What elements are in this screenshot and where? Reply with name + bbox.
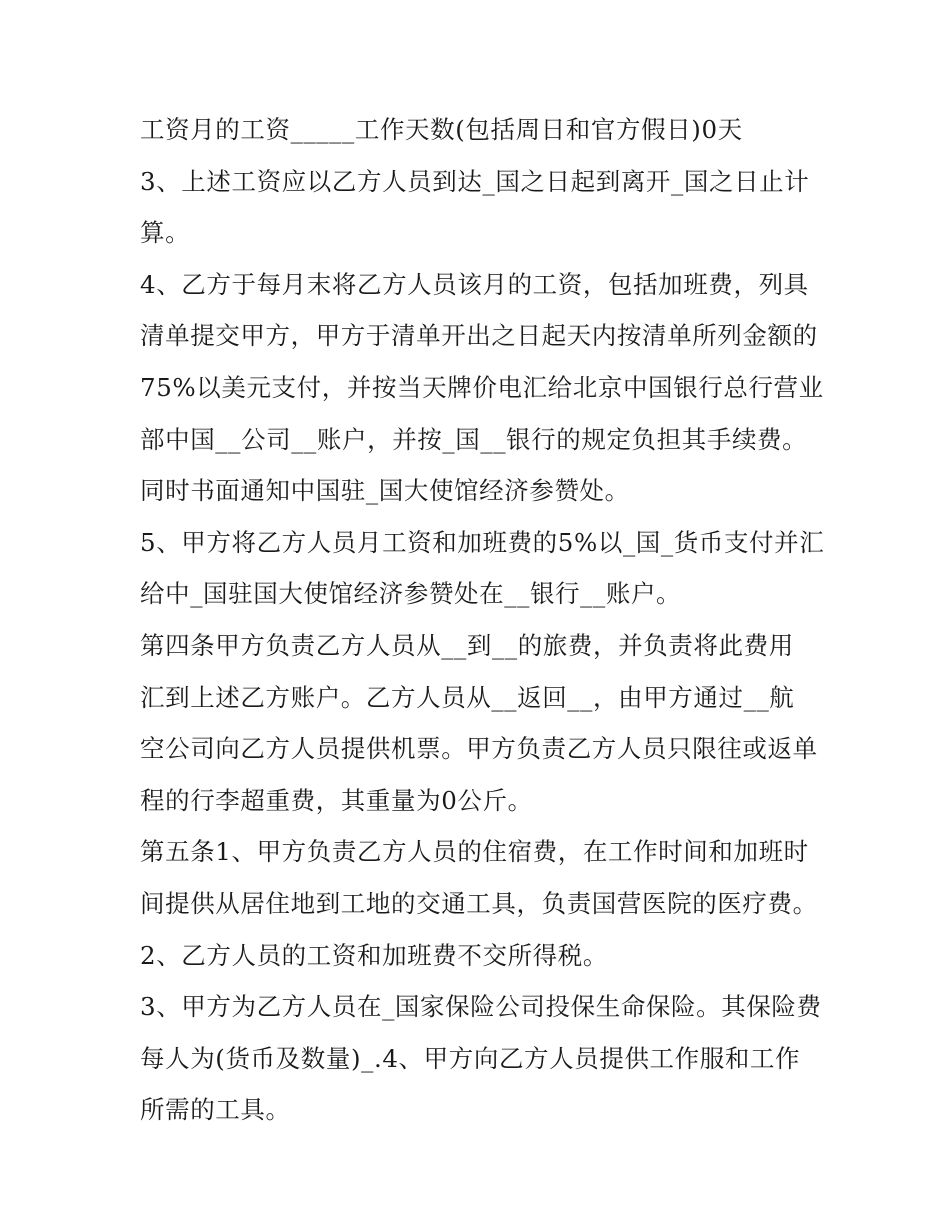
text-line: 清单提交甲方，甲方于清单开出之日起天内按清单所列金额的 <box>140 321 818 351</box>
text-line: 3、甲方为乙方人员在_国家保险公司投保生命保险。其保险费 <box>140 992 822 1022</box>
text-line: 每人为(货币及数量)_.4、甲方向乙方人员提供工作服和工作 <box>140 1043 801 1073</box>
text-line: 给中_国驻国大使馆经济参赞处在__银行__账户。 <box>140 579 682 609</box>
text-line: 5、甲方将乙方人员月工资和加班费的5%以_国_货币支付并汇 <box>140 527 825 557</box>
text-line: 间提供从居住地到工地的交通工具，负责国营医院的医疗费。 <box>140 888 818 918</box>
text-line: 程的行李超重费，其重量为0公斤。 <box>140 785 533 815</box>
text-line: 所需的工具。 <box>140 1095 291 1125</box>
text-line: 3、上述工资应以乙方人员到达_国之日起到离开_国之日止计 <box>140 166 810 196</box>
text-line: 汇到上述乙方账户。乙方人员从__返回__，由甲方通过__航 <box>140 682 795 712</box>
text-line: 部中国__公司__账户，并按_国__银行的规定负担其手续费。 <box>140 424 808 454</box>
text-line: 同时书面通知中国驻_国大使馆经济参赞处。 <box>140 476 630 506</box>
document-body <box>140 104 830 1136</box>
text-line: 75%以美元支付，并按当天牌价电汇给北京中国银行总行营业 <box>140 372 824 402</box>
text-line: 算。 <box>140 218 191 248</box>
text-line: 4、乙方于每月末将乙方人员该月的工资，包括加班费，列具 <box>140 269 809 299</box>
text-line: 第五条1、甲方负责乙方人员的住宿费，在工作时间和加班时 <box>140 837 809 867</box>
text-line: 空公司向乙方人员提供机票。甲方负责乙方人员只限往或返单 <box>140 734 818 764</box>
text-line: 2、乙方人员的工资和加班费不交所得税。 <box>140 940 608 970</box>
text-line: 工资月的工资_____工作天数(包括周日和官方假日)0天 <box>140 115 743 144</box>
text-line: 第四条甲方负责乙方人员从__到__的旅费，并负责将此费用 <box>140 630 794 660</box>
